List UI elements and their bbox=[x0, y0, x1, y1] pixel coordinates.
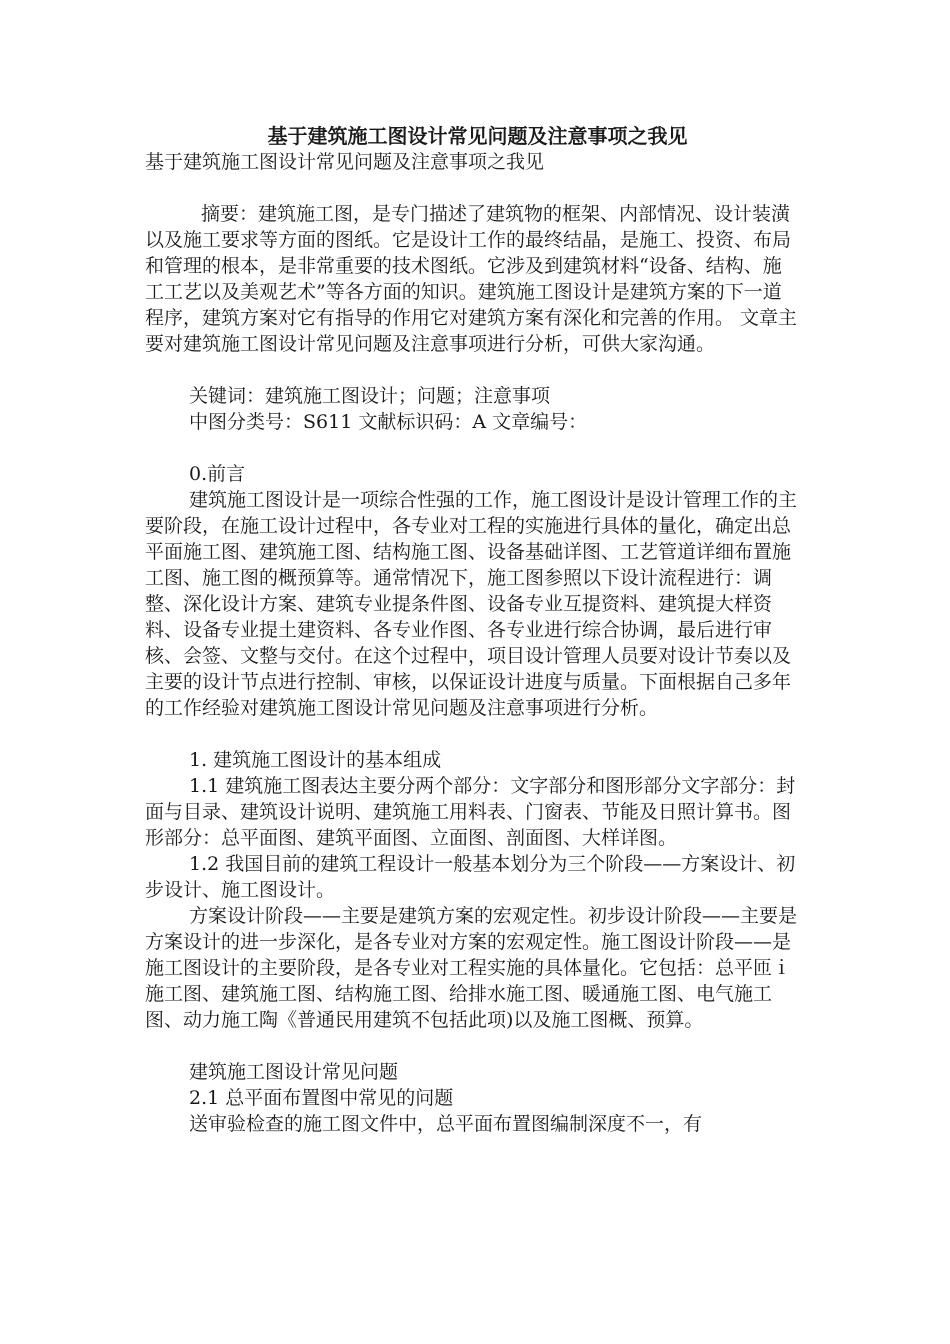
section-0-heading: 0.前言 bbox=[189, 463, 246, 485]
section-1-heading: 1. 建筑施工图设计的基本组成 bbox=[189, 749, 442, 771]
section-2-1-heading: 2.1 总平面布置图中常见的问题 bbox=[189, 1087, 454, 1109]
document-title: 基于建筑施工图设计常见问题及注意事项之我见 bbox=[267, 124, 688, 148]
classification-line: 中图分类号：S611 文献标识码：A 文章编号： bbox=[189, 411, 588, 433]
spacer bbox=[145, 721, 800, 747]
abstract-paragraph: 摘要：建筑施工图，是专门描述了建筑物的框架、内部情况、设计装潢以及施工要求等方面的图纸。它是设计工作的最终结晶，是施工、投资、布局和管理的根本，是非常重要的技术图纸。它涉及到建筑材料“设备、结构、施工工艺以及美观艺术”等各方面的知识。建筑施工图设计是建筑方案的下一道程序，建筑方案对它有指导的作用它对建筑方案有深化和完善的作用。 文章主要对建筑施工图设计常见问题及注意事项进行分析，可供大家沟通。 bbox=[145, 203, 798, 355]
document-subtitle: 基于建筑施工图设计常见问题及注意事项之我见 bbox=[145, 151, 545, 173]
section-1-1-paragraph: 1.1 建筑施工图表达主要分两个部分：文字部分和图形部分文字部分：封面与目录、建筑设计说明、建筑施工用料表、门窗表、节能及日照计算书。图形部分：总平面图、建筑平面图、立面图、剖面图、大样详图。 bbox=[145, 775, 796, 849]
section-0-body: 建筑施工图设计是一项综合性强的工作，施工图设计是设计管理工作的主要阶段，在施工设计过程中，各专业对工程的实施进行具体的量化，确定出总平面施工图、建筑施工图、结构施工图、设备基础详图、工艺管道详细布置施工图、施工图的概预算等。通常情况下，施工图参照以下设计流程进行：调整、深化设计方案、建筑专业提条件图、设备专业互提资料、建筑提大样资料、设备专业提土建资料、各专业作图、各专业进行综合协调，最后进行审核、会签、文整与交付。在这个过程中，项目设计管理人员要对设计节奏以及主要的设计节点进行控制、审核，以保证设计进度与质量。下面根据自己多年的工作经验对建筑施工图设计常见问题及注意事项进行分析。 bbox=[145, 489, 798, 719]
section-1-2-body: 方案设计阶段——主要是建筑方案的宏观定性。初步设计阶段——主要是方案设计的进一步深化，是各专业对方案的宏观定性。施工图设计阶段——是施工图设计的主要阶段，是各专业对工程实施的具体量化。它包括：总平匝ｉ施工图、建筑施工图、结构施工图、给排水施工图、暖通施工图、电气施工图、动力施工陶《普通民用建筑不包括此项)以及施工图概、预算。 bbox=[145, 905, 798, 1031]
section-2-heading: 建筑施工图设计常见问题 bbox=[189, 1061, 399, 1083]
keywords-line: 关键词：建筑施工图设计；问题；注意事项 bbox=[189, 385, 551, 407]
section-1-2-paragraph: 1.2 我国目前的建筑工程设计一般基本划分为三个阶段——方案设计、初步设计、施工图设计。 bbox=[145, 853, 796, 901]
section-2-1-body: 送审验检查的施工图文件中，总平面布置图编制深度不一，有 bbox=[189, 1113, 703, 1135]
spacer bbox=[145, 357, 800, 383]
spacer bbox=[145, 175, 800, 201]
spacer bbox=[145, 435, 800, 461]
spacer bbox=[145, 1033, 800, 1059]
